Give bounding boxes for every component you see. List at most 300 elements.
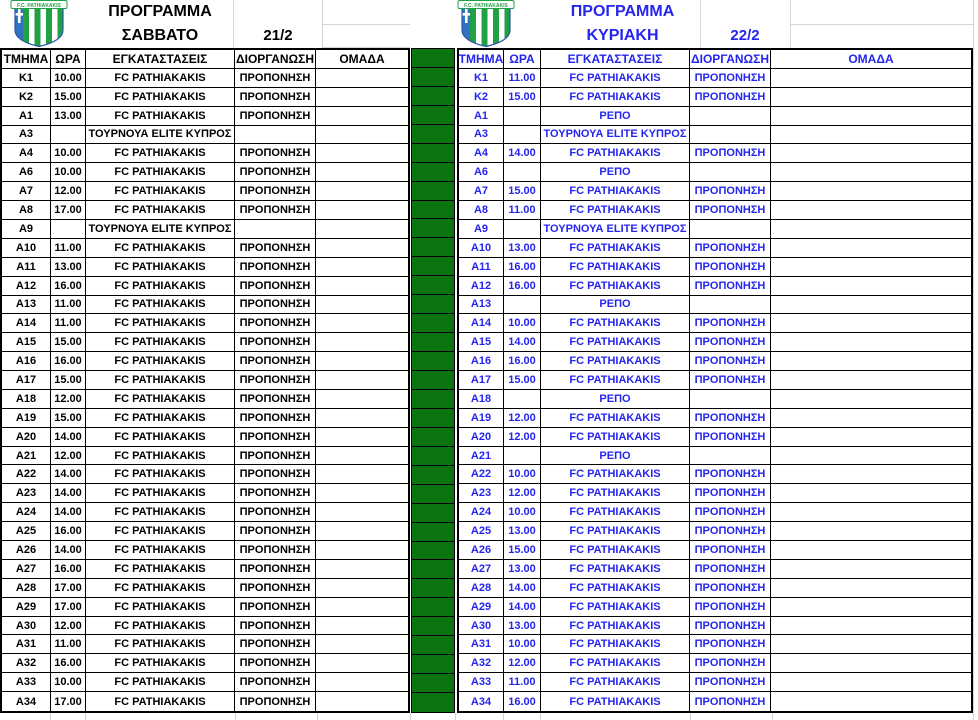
facility-cell[interactable]: FC PATHIAKAKIS — [86, 69, 235, 87]
team-cell[interactable] — [316, 144, 408, 162]
team-cell[interactable] — [316, 182, 408, 200]
section-cell[interactable]: A14 — [2, 314, 51, 332]
time-cell[interactable]: 14.00 — [51, 465, 86, 483]
facility-cell[interactable]: FC PATHIAKAKIS — [541, 409, 690, 427]
facility-cell[interactable]: FC PATHIAKAKIS — [541, 258, 690, 276]
green-divider-cell[interactable] — [412, 371, 454, 390]
team-cell[interactable] — [771, 314, 971, 332]
time-cell[interactable] — [504, 107, 541, 125]
team-cell[interactable] — [316, 617, 408, 635]
team-cell[interactable] — [316, 428, 408, 446]
event-cell[interactable]: ΠΡΟΠΟΝΗΣΗ — [690, 465, 771, 483]
facility-cell[interactable]: FC PATHIAKAKIS — [541, 314, 690, 332]
facility-cell[interactable]: FC PATHIAKAKIS — [541, 598, 690, 616]
time-cell[interactable]: 12.00 — [504, 484, 541, 502]
event-cell[interactable]: ΠΡΟΠΟΝΗΣΗ — [690, 598, 771, 616]
team-cell[interactable] — [771, 484, 971, 502]
event-cell[interactable]: ΠΡΟΠΟΝΗΣΗ — [235, 598, 316, 616]
green-divider-cell[interactable] — [412, 579, 454, 598]
time-cell[interactable]: 15.00 — [504, 371, 541, 389]
facility-cell[interactable]: FC PATHIAKAKIS — [86, 107, 235, 125]
green-divider-cell[interactable] — [412, 485, 454, 504]
facility-cell[interactable]: FC PATHIAKAKIS — [541, 673, 690, 691]
team-cell[interactable] — [316, 296, 408, 314]
event-cell[interactable]: ΠΡΟΠΟΝΗΣΗ — [235, 390, 316, 408]
team-cell[interactable] — [771, 503, 971, 521]
facility-cell[interactable]: ΡΕΠΟ — [541, 107, 690, 125]
team-cell[interactable] — [771, 390, 971, 408]
section-cell[interactable]: A8 — [459, 201, 504, 219]
green-divider-cell[interactable] — [412, 314, 454, 333]
section-cell[interactable]: A16 — [459, 352, 504, 370]
facility-cell[interactable]: FC PATHIAKAKIS — [86, 465, 235, 483]
team-cell[interactable] — [771, 107, 971, 125]
event-cell[interactable]: ΠΡΟΠΟΝΗΣΗ — [690, 239, 771, 257]
facility-cell[interactable]: FC PATHIAKAKIS — [541, 692, 690, 711]
section-cell[interactable]: A11 — [459, 258, 504, 276]
section-cell[interactable]: K1 — [2, 69, 51, 87]
green-divider-cell[interactable] — [412, 333, 454, 352]
event-cell[interactable]: ΠΡΟΠΟΝΗΣΗ — [690, 503, 771, 521]
time-cell[interactable]: 16.00 — [51, 522, 86, 540]
green-divider-cell[interactable] — [412, 655, 454, 674]
event-cell[interactable]: ΠΡΟΠΟΝΗΣΗ — [690, 201, 771, 219]
section-cell[interactable]: A32 — [2, 654, 51, 672]
team-cell[interactable] — [771, 144, 971, 162]
team-cell[interactable] — [316, 107, 408, 125]
column-header-section[interactable]: ΤΜΗΜΑ — [458, 51, 504, 66]
team-cell[interactable] — [771, 258, 971, 276]
facility-cell[interactable]: FC PATHIAKAKIS — [541, 522, 690, 540]
event-cell[interactable]: ΠΡΟΠΟΝΗΣΗ — [235, 617, 316, 635]
team-cell[interactable] — [316, 314, 408, 332]
team-cell[interactable] — [316, 239, 408, 257]
green-divider-cell[interactable] — [412, 201, 454, 220]
team-cell[interactable] — [771, 598, 971, 616]
column-header-time[interactable]: ΩΡΑ — [504, 50, 541, 68]
team-cell[interactable] — [316, 465, 408, 483]
time-cell[interactable] — [504, 220, 541, 238]
event-cell[interactable]: ΠΡΟΠΟΝΗΣΗ — [235, 182, 316, 200]
facility-cell[interactable]: FC PATHIAKAKIS — [86, 692, 235, 711]
time-cell[interactable]: 11.00 — [504, 201, 541, 219]
section-cell[interactable]: A4 — [459, 144, 504, 162]
section-cell[interactable]: A9 — [459, 220, 504, 238]
facility-cell[interactable]: FC PATHIAKAKIS — [541, 69, 690, 87]
facility-cell[interactable]: ΤΟΥΡΝΟΥΑ ELITE ΚΥΠΡΟΣ — [86, 220, 235, 238]
time-cell[interactable]: 16.00 — [51, 352, 86, 370]
green-divider-cell[interactable] — [412, 352, 454, 371]
section-cell[interactable]: A24 — [459, 503, 504, 521]
section-cell[interactable]: A3 — [459, 126, 504, 144]
section-cell[interactable]: K2 — [2, 88, 51, 106]
event-cell[interactable]: ΠΡΟΠΟΝΗΣΗ — [690, 371, 771, 389]
event-cell[interactable]: ΠΡΟΠΟΝΗΣΗ — [690, 541, 771, 559]
team-cell[interactable] — [316, 635, 408, 653]
time-cell[interactable]: 17.00 — [51, 579, 86, 597]
section-cell[interactable]: A16 — [2, 352, 51, 370]
team-cell[interactable] — [771, 560, 971, 578]
team-cell[interactable] — [316, 220, 408, 238]
time-cell[interactable]: 14.00 — [51, 484, 86, 502]
event-cell[interactable]: ΠΡΟΠΟΝΗΣΗ — [690, 692, 771, 711]
time-cell[interactable] — [51, 220, 86, 238]
section-cell[interactable]: A23 — [2, 484, 51, 502]
team-cell[interactable] — [771, 522, 971, 540]
time-cell[interactable]: 15.00 — [51, 371, 86, 389]
green-divider-cell[interactable] — [412, 542, 454, 561]
facility-cell[interactable]: FC PATHIAKAKIS — [541, 635, 690, 653]
saturday-program-title[interactable]: ΠΡΟΓΡΑΜΜΑ — [108, 3, 212, 20]
event-cell[interactable]: ΠΡΟΠΟΝΗΣΗ — [235, 428, 316, 446]
column-header-section[interactable]: ΤΜΗΜΑ — [2, 50, 51, 68]
green-divider-cell[interactable] — [412, 693, 454, 712]
time-cell[interactable]: 14.00 — [504, 144, 541, 162]
event-cell[interactable] — [690, 296, 771, 314]
facility-cell[interactable]: FC PATHIAKAKIS — [541, 182, 690, 200]
event-cell[interactable]: ΠΡΟΠΟΝΗΣΗ — [690, 314, 771, 332]
team-cell[interactable] — [771, 352, 971, 370]
section-cell[interactable]: A32 — [459, 654, 504, 672]
team-cell[interactable] — [771, 428, 971, 446]
team-cell[interactable] — [316, 484, 408, 502]
time-cell[interactable]: 11.00 — [504, 673, 541, 691]
green-divider-cell[interactable] — [412, 409, 454, 428]
section-cell[interactable]: A29 — [459, 598, 504, 616]
event-cell[interactable]: ΠΡΟΠΟΝΗΣΗ — [235, 239, 316, 257]
team-cell[interactable] — [771, 239, 971, 257]
event-cell[interactable] — [235, 126, 316, 144]
team-cell[interactable] — [316, 579, 408, 597]
section-cell[interactable]: A1 — [2, 107, 51, 125]
facility-cell[interactable]: FC PATHIAKAKIS — [541, 201, 690, 219]
team-cell[interactable] — [316, 201, 408, 219]
facility-cell[interactable]: FC PATHIAKAKIS — [541, 88, 690, 106]
section-cell[interactable]: A17 — [459, 371, 504, 389]
time-cell[interactable]: 14.00 — [504, 333, 541, 351]
section-cell[interactable]: A4 — [2, 144, 51, 162]
event-cell[interactable]: ΠΡΟΠΟΝΗΣΗ — [235, 654, 316, 672]
event-cell[interactable] — [690, 107, 771, 125]
time-cell[interactable] — [504, 163, 541, 181]
section-cell[interactable]: A30 — [2, 617, 51, 635]
team-cell[interactable] — [771, 673, 971, 691]
facility-cell[interactable]: FC PATHIAKAKIS — [86, 296, 235, 314]
section-cell[interactable]: A27 — [459, 560, 504, 578]
team-cell[interactable] — [316, 277, 408, 295]
facility-cell[interactable]: FC PATHIAKAKIS — [86, 277, 235, 295]
event-cell[interactable]: ΠΡΟΠΟΝΗΣΗ — [690, 635, 771, 653]
facility-cell[interactable]: FC PATHIAKAKIS — [541, 654, 690, 672]
event-cell[interactable]: ΠΡΟΠΟΝΗΣΗ — [235, 465, 316, 483]
section-cell[interactable]: A6 — [459, 163, 504, 181]
team-cell[interactable] — [771, 333, 971, 351]
event-cell[interactable] — [690, 126, 771, 144]
facility-cell[interactable]: FC PATHIAKAKIS — [86, 447, 235, 465]
time-cell[interactable]: 14.00 — [51, 541, 86, 559]
section-cell[interactable]: A34 — [2, 692, 51, 711]
team-cell[interactable] — [316, 673, 408, 691]
column-header-facilities[interactable]: ΕΓΚΑΤΑΣΤΑΣΕΙΣ — [86, 50, 235, 68]
time-cell[interactable]: 17.00 — [51, 598, 86, 616]
time-cell[interactable]: 15.00 — [51, 88, 86, 106]
time-cell[interactable]: 15.00 — [51, 409, 86, 427]
team-cell[interactable] — [316, 126, 408, 144]
team-cell[interactable] — [316, 503, 408, 521]
event-cell[interactable] — [690, 447, 771, 465]
facility-cell[interactable]: FC PATHIAKAKIS — [86, 88, 235, 106]
section-cell[interactable]: A23 — [459, 484, 504, 502]
section-cell[interactable]: A15 — [459, 333, 504, 351]
facility-cell[interactable]: FC PATHIAKAKIS — [541, 465, 690, 483]
section-cell[interactable]: A25 — [2, 522, 51, 540]
event-cell[interactable]: ΠΡΟΠΟΝΗΣΗ — [235, 144, 316, 162]
facility-cell[interactable]: FC PATHIAKAKIS — [541, 503, 690, 521]
time-cell[interactable]: 11.00 — [51, 239, 86, 257]
time-cell[interactable]: 10.00 — [504, 635, 541, 653]
team-cell[interactable] — [771, 69, 971, 87]
green-divider-cell[interactable] — [412, 125, 454, 144]
green-divider-cell[interactable] — [412, 238, 454, 257]
section-cell[interactable]: A19 — [459, 409, 504, 427]
time-cell[interactable]: 13.00 — [504, 617, 541, 635]
event-cell[interactable]: ΠΡΟΠΟΝΗΣΗ — [235, 503, 316, 521]
event-cell[interactable]: ΠΡΟΠΟΝΗΣΗ — [235, 107, 316, 125]
event-cell[interactable]: ΠΡΟΠΟΝΗΣΗ — [690, 522, 771, 540]
facility-cell[interactable]: ΡΕΠΟ — [541, 163, 690, 181]
section-cell[interactable]: A17 — [2, 371, 51, 389]
sunday-program-title[interactable]: ΠΡΟΓΡΑΜΜΑ — [570, 3, 675, 20]
event-cell[interactable]: ΠΡΟΠΟΝΗΣΗ — [235, 296, 316, 314]
time-cell[interactable]: 14.00 — [504, 579, 541, 597]
time-cell[interactable]: 16.00 — [51, 654, 86, 672]
event-cell[interactable]: ΠΡΟΠΟΝΗΣΗ — [235, 352, 316, 370]
team-cell[interactable] — [316, 163, 408, 181]
section-cell[interactable]: A12 — [2, 277, 51, 295]
facility-cell[interactable]: FC PATHIAKAKIS — [86, 371, 235, 389]
time-cell[interactable]: 16.00 — [504, 277, 541, 295]
time-cell[interactable]: 10.00 — [504, 503, 541, 521]
section-cell[interactable]: A31 — [2, 635, 51, 653]
event-cell[interactable]: ΠΡΟΠΟΝΗΣΗ — [690, 579, 771, 597]
facility-cell[interactable]: FC PATHIAKAKIS — [541, 541, 690, 559]
section-cell[interactable]: A19 — [2, 409, 51, 427]
event-cell[interactable]: ΠΡΟΠΟΝΗΣΗ — [235, 201, 316, 219]
time-cell[interactable]: 15.00 — [504, 88, 541, 106]
event-cell[interactable]: ΠΡΟΠΟΝΗΣΗ — [690, 333, 771, 351]
event-cell[interactable]: ΠΡΟΠΟΝΗΣΗ — [235, 333, 316, 351]
section-cell[interactable]: A28 — [459, 579, 504, 597]
team-cell[interactable] — [771, 88, 971, 106]
team-cell[interactable] — [771, 635, 971, 653]
event-cell[interactable]: ΠΡΟΠΟΝΗΣΗ — [235, 541, 316, 559]
section-cell[interactable]: A3 — [2, 126, 51, 144]
event-cell[interactable] — [690, 390, 771, 408]
facility-cell[interactable]: FC PATHIAKAKIS — [86, 182, 235, 200]
event-cell[interactable]: ΠΡΟΠΟΝΗΣΗ — [690, 144, 771, 162]
column-header-organization[interactable]: ΔΙΟΡΓΑΝΩΣΗ — [690, 51, 770, 66]
section-cell[interactable]: A21 — [2, 447, 51, 465]
section-cell[interactable]: A29 — [2, 598, 51, 616]
time-cell[interactable]: 15.00 — [51, 333, 86, 351]
team-cell[interactable] — [316, 258, 408, 276]
event-cell[interactable]: ΠΡΟΠΟΝΗΣΗ — [235, 69, 316, 87]
time-cell[interactable]: 16.00 — [51, 560, 86, 578]
column-header-team[interactable]: ΟΜΑΔΑ — [848, 51, 894, 66]
section-cell[interactable]: A20 — [2, 428, 51, 446]
facility-cell[interactable]: ΡΕΠΟ — [541, 447, 690, 465]
section-cell[interactable]: A12 — [459, 277, 504, 295]
time-cell[interactable]: 13.00 — [504, 560, 541, 578]
team-cell[interactable] — [316, 409, 408, 427]
column-header-facilities[interactable]: ΕΓΚΑΤΑΣΤΑΣΕΙΣ — [541, 50, 690, 68]
section-cell[interactable]: A24 — [2, 503, 51, 521]
team-cell[interactable] — [316, 522, 408, 540]
facility-cell[interactable]: FC PATHIAKAKIS — [86, 541, 235, 559]
green-divider-cell[interactable] — [412, 447, 454, 466]
time-cell[interactable] — [51, 126, 86, 144]
green-divider-cell[interactable] — [412, 636, 454, 655]
facility-cell[interactable]: FC PATHIAKAKIS — [86, 522, 235, 540]
event-cell[interactable] — [690, 163, 771, 181]
green-divider-cell[interactable] — [412, 560, 454, 579]
section-cell[interactable]: A13 — [459, 296, 504, 314]
section-cell[interactable]: A10 — [459, 239, 504, 257]
facility-cell[interactable]: FC PATHIAKAKIS — [86, 258, 235, 276]
team-cell[interactable] — [771, 126, 971, 144]
time-cell[interactable]: 16.00 — [504, 692, 541, 711]
event-cell[interactable]: ΠΡΟΠΟΝΗΣΗ — [690, 88, 771, 106]
event-cell[interactable]: ΠΡΟΠΟΝΗΣΗ — [235, 522, 316, 540]
time-cell[interactable]: 11.00 — [51, 314, 86, 332]
green-divider-cell[interactable] — [412, 87, 454, 106]
team-cell[interactable] — [771, 277, 971, 295]
facility-cell[interactable]: FC PATHIAKAKIS — [86, 163, 235, 181]
time-cell[interactable]: 15.00 — [504, 182, 541, 200]
sunday-day-label[interactable]: ΚΥΡΙΑΚΗ — [586, 27, 659, 44]
event-cell[interactable]: ΠΡΟΠΟΝΗΣΗ — [235, 163, 316, 181]
column-header-organization[interactable]: ΔΙΟΡΓΑΝΩΣΗ — [235, 51, 315, 66]
event-cell[interactable]: ΠΡΟΠΟΝΗΣΗ — [235, 484, 316, 502]
time-cell[interactable]: 12.00 — [504, 428, 541, 446]
team-cell[interactable] — [771, 163, 971, 181]
team-cell[interactable] — [771, 447, 971, 465]
team-cell[interactable] — [771, 617, 971, 635]
facility-cell[interactable]: FC PATHIAKAKIS — [541, 371, 690, 389]
team-cell[interactable] — [316, 654, 408, 672]
section-cell[interactable]: A21 — [459, 447, 504, 465]
event-cell[interactable]: ΠΡΟΠΟΝΗΣΗ — [690, 484, 771, 502]
time-cell[interactable]: 10.00 — [504, 465, 541, 483]
facility-cell[interactable]: FC PATHIAKAKIS — [541, 428, 690, 446]
section-cell[interactable]: A15 — [2, 333, 51, 351]
green-divider-cell[interactable] — [412, 276, 454, 295]
section-cell[interactable]: A26 — [2, 541, 51, 559]
green-divider-cell[interactable] — [412, 49, 454, 68]
section-cell[interactable]: A33 — [459, 673, 504, 691]
time-cell[interactable]: 14.00 — [504, 598, 541, 616]
saturday-date[interactable]: 21/2 — [263, 27, 293, 44]
section-cell[interactable]: A8 — [2, 201, 51, 219]
facility-cell[interactable]: ΤΟΥΡΝΟΥΑ ELITE ΚΥΠΡΟΣ — [541, 220, 690, 238]
facility-cell[interactable]: FC PATHIAKAKIS — [86, 484, 235, 502]
time-cell[interactable]: 12.00 — [504, 654, 541, 672]
green-divider-cell[interactable] — [412, 523, 454, 542]
event-cell[interactable]: ΠΡΟΠΟΝΗΣΗ — [235, 447, 316, 465]
team-cell[interactable] — [316, 352, 408, 370]
green-divider-cell[interactable] — [412, 466, 454, 485]
facility-cell[interactable]: FC PATHIAKAKIS — [86, 352, 235, 370]
event-cell[interactable]: ΠΡΟΠΟΝΗΣΗ — [235, 635, 316, 653]
facility-cell[interactable]: FC PATHIAKAKIS — [86, 390, 235, 408]
event-cell[interactable]: ΠΡΟΠΟΝΗΣΗ — [235, 409, 316, 427]
facility-cell[interactable]: FC PATHIAKAKIS — [541, 352, 690, 370]
team-cell[interactable] — [316, 692, 408, 711]
event-cell[interactable]: ΠΡΟΠΟΝΗΣΗ — [690, 182, 771, 200]
team-cell[interactable] — [771, 201, 971, 219]
event-cell[interactable]: ΠΡΟΠΟΝΗΣΗ — [235, 560, 316, 578]
team-cell[interactable] — [771, 654, 971, 672]
sunday-date[interactable]: 22/2 — [730, 27, 760, 44]
event-cell[interactable]: ΠΡΟΠΟΝΗΣΗ — [690, 277, 771, 295]
facility-cell[interactable]: ΡΕΠΟ — [541, 390, 690, 408]
event-cell[interactable]: ΠΡΟΠΟΝΗΣΗ — [690, 409, 771, 427]
facility-cell[interactable]: FC PATHIAKAKIS — [541, 617, 690, 635]
green-divider-cell[interactable] — [412, 295, 454, 314]
facility-cell[interactable]: FC PATHIAKAKIS — [541, 277, 690, 295]
section-cell[interactable]: A11 — [2, 258, 51, 276]
time-cell[interactable]: 11.00 — [51, 296, 86, 314]
event-cell[interactable]: ΠΡΟΠΟΝΗΣΗ — [690, 617, 771, 635]
time-cell[interactable]: 13.00 — [51, 107, 86, 125]
time-cell[interactable]: 13.00 — [51, 258, 86, 276]
section-cell[interactable]: K2 — [459, 88, 504, 106]
facility-cell[interactable]: FC PATHIAKAKIS — [86, 503, 235, 521]
section-cell[interactable]: A1 — [459, 107, 504, 125]
time-cell[interactable]: 17.00 — [51, 201, 86, 219]
time-cell[interactable]: 12.00 — [51, 390, 86, 408]
time-cell[interactable]: 11.00 — [51, 635, 86, 653]
time-cell[interactable]: 10.00 — [51, 144, 86, 162]
section-cell[interactable]: A27 — [2, 560, 51, 578]
green-divider-cell[interactable] — [412, 428, 454, 447]
facility-cell[interactable]: FC PATHIAKAKIS — [86, 239, 235, 257]
team-cell[interactable] — [316, 390, 408, 408]
green-divider-cell[interactable] — [412, 106, 454, 125]
section-cell[interactable]: A22 — [459, 465, 504, 483]
time-cell[interactable] — [504, 296, 541, 314]
time-cell[interactable]: 17.00 — [51, 692, 86, 711]
team-cell[interactable] — [316, 598, 408, 616]
time-cell[interactable]: 13.00 — [504, 522, 541, 540]
facility-cell[interactable]: FC PATHIAKAKIS — [86, 654, 235, 672]
section-cell[interactable]: A34 — [459, 692, 504, 711]
section-cell[interactable]: K1 — [459, 69, 504, 87]
section-cell[interactable]: A14 — [459, 314, 504, 332]
team-cell[interactable] — [771, 692, 971, 711]
section-cell[interactable]: A13 — [2, 296, 51, 314]
event-cell[interactable]: ΠΡΟΠΟΝΗΣΗ — [690, 258, 771, 276]
event-cell[interactable]: ΠΡΟΠΟΝΗΣΗ — [690, 673, 771, 691]
time-cell[interactable]: 16.00 — [504, 352, 541, 370]
event-cell[interactable]: ΠΡΟΠΟΝΗΣΗ — [690, 560, 771, 578]
team-cell[interactable] — [771, 465, 971, 483]
section-cell[interactable]: A31 — [459, 635, 504, 653]
team-cell[interactable] — [316, 560, 408, 578]
time-cell[interactable] — [504, 390, 541, 408]
section-cell[interactable]: A22 — [2, 465, 51, 483]
section-cell[interactable]: A18 — [459, 390, 504, 408]
